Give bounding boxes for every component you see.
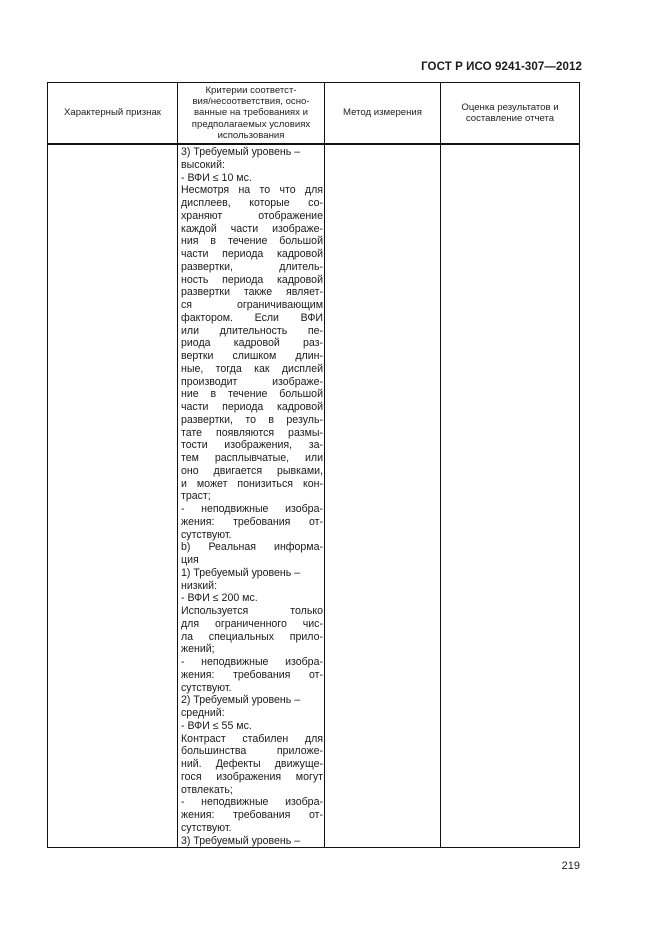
criteria-line: каждой части изображе- — [181, 222, 323, 235]
column-header-evaluation — [441, 83, 579, 143]
criteria-line: - неподвижные изобра- — [181, 656, 323, 668]
criteria-line: сутствуют. — [181, 681, 232, 694]
criteria-line: Контраст стабилен для — [181, 732, 323, 745]
criteria-line: для ограниченного чис- — [181, 617, 323, 630]
criteria-line: части периода кадровой — [181, 248, 323, 260]
column-header-method — [325, 83, 440, 143]
criteria-line: b) Реальная информа- — [181, 541, 323, 554]
criteria-line: 2) Требуемый уровень – — [181, 694, 301, 707]
column-header-evaluation-label — [461, 102, 558, 124]
criteria-line: храняют отображение — [181, 209, 323, 222]
criteria-line: ся ограничивающим — [181, 299, 323, 311]
header-divider — [48, 143, 579, 145]
criteria-line: части периода кадровой — [181, 401, 323, 413]
header-line: вия/несоответствия, осно- — [192, 96, 310, 108]
criteria-line: риода кадровой раз- — [181, 337, 323, 350]
criteria-line: жений; — [181, 643, 215, 656]
criteria-line: ла специальных прило- — [181, 630, 323, 643]
criteria-line: сутствуют. — [181, 821, 232, 834]
criteria-line: отвлекать; — [181, 783, 233, 796]
header-line: Оценка результатов и — [461, 101, 559, 113]
criteria-line: 3) Требуемый уровень – — [181, 146, 301, 158]
criteria-line: ность периода кадровой — [181, 273, 323, 286]
criteria-line: жения: требования от- — [181, 809, 323, 821]
column-divider — [440, 83, 441, 847]
criteria-line: жения: требования от- — [181, 515, 323, 528]
criteria-line: 1) Требуемый уровень – — [181, 566, 301, 579]
criteria-line: средний: — [181, 707, 225, 719]
column-header-criteria-label — [192, 85, 310, 141]
header-line: использования — [217, 129, 285, 141]
column-header-criteria — [178, 83, 324, 143]
criteria-line: ные, тогда как дисплей — [181, 362, 323, 375]
column-header-feature-label: Характерный признак — [63, 107, 161, 119]
criteria-line: тости изображения, за- — [181, 439, 323, 452]
criteria-cell — [181, 146, 323, 847]
criteria-line: фактором. Если ВФИ — [181, 311, 323, 324]
criteria-line: дисплеев, которые со- — [181, 197, 323, 209]
criteria-line: тем расплывчатые, или — [181, 452, 323, 464]
criteria-line: высокий: — [181, 158, 225, 171]
criteria-line: - неподвижные изобра- — [181, 796, 323, 809]
criteria-line: траст; — [181, 490, 211, 503]
header-line: предполагаемых условиях — [191, 118, 311, 130]
criteria-line: низкий: — [181, 579, 218, 592]
column-header-method-label: Метод измерения — [342, 107, 422, 119]
column-divider — [177, 83, 178, 847]
criteria-line: большинства приложе- — [181, 745, 323, 758]
criteria-line: вертки слишком длин- — [181, 350, 323, 362]
criteria-line: - ВФИ ≤ 200 мс. — [181, 592, 258, 605]
criteria-line: или длительность пе- — [181, 324, 323, 337]
column-header-feature — [48, 83, 177, 143]
standard-header: ГОСТ Р ИСО 9241-307—2012 — [421, 61, 582, 73]
criteria-line: оно двигается рывками, — [181, 464, 323, 477]
criteria-line: ний. Дефекты движуще- — [181, 758, 323, 770]
criteria-line: ния в течение большой — [181, 235, 323, 248]
requirements-table — [47, 82, 580, 848]
criteria-line: - ВФИ ≤ 10 мс. — [181, 171, 252, 184]
header-line: Критерии соответст- — [205, 84, 297, 96]
criteria-line: Несмотря на то что для — [181, 184, 323, 197]
criteria-line: развертки также являет- — [181, 286, 323, 299]
criteria-line: 3) Требуемый уровень – — [181, 834, 301, 847]
page-number: 219 — [561, 860, 580, 872]
criteria-line: и может понизиться кон- — [181, 477, 323, 490]
criteria-line: - ВФИ ≤ 55 мс. — [181, 719, 252, 732]
criteria-line: сутствуют. — [181, 528, 232, 541]
criteria-line: жения: требования от- — [181, 668, 323, 681]
criteria-line: - неподвижные изобра- — [181, 503, 323, 515]
header-line: составление отчета — [465, 113, 555, 124]
header-line: ванные на требованиях и — [194, 107, 308, 119]
criteria-line: ция — [181, 554, 199, 566]
criteria-line: производит изображе- — [181, 375, 323, 388]
criteria-line: развертки, длитель- — [181, 260, 323, 273]
criteria-line: ние в течение большой — [181, 388, 323, 401]
criteria-line: гося изображения могут — [181, 770, 323, 783]
criteria-line: тате появляются размы- — [181, 426, 323, 439]
criteria-line: Используется только — [181, 605, 323, 617]
criteria-line: развертки, то в резуль- — [181, 413, 323, 426]
column-divider — [324, 83, 325, 847]
